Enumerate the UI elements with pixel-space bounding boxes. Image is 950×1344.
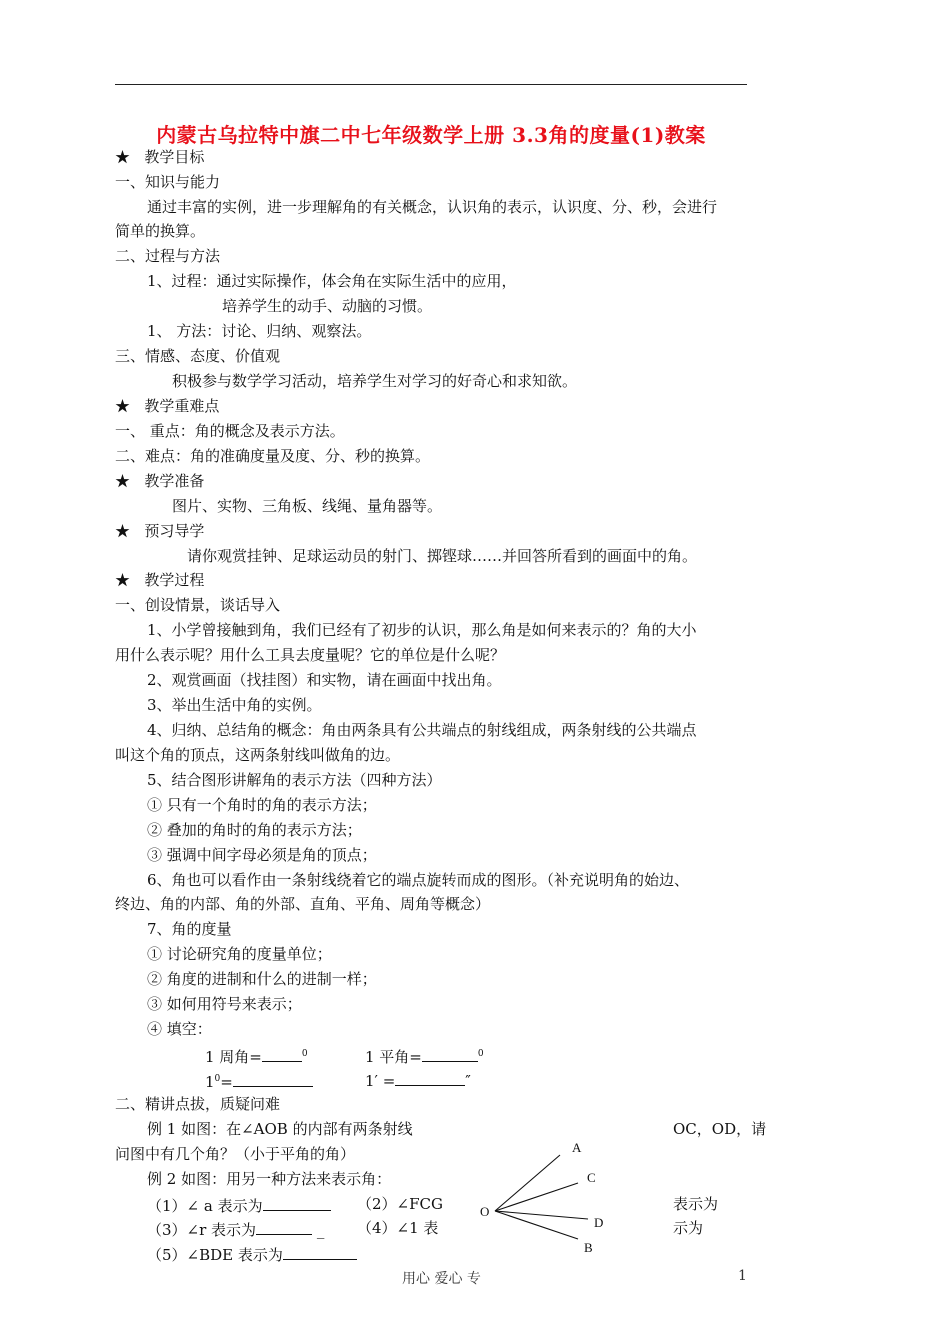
exercise-5: （5）∠BDE 表示为	[147, 1243, 357, 1265]
section-preparation: ★ 教学准备	[115, 472, 205, 490]
list-item: ① 只有一个角时的角的表示方法；	[147, 796, 377, 814]
paragraph: 6、角也可以看作由一条射线绕着它的端点旋转而成的图形。（补充说明角的始边、	[147, 871, 690, 889]
paragraph: 图片、实物、三角板、线绳、量角器等。	[172, 497, 443, 515]
star-icon: ★	[115, 148, 131, 166]
difficult-point: 二、难点：角的准确度量及度、分、秒的换算。	[115, 447, 431, 465]
label-b: B	[584, 1240, 593, 1255]
paragraph: 4、归纳、总结角的概念：角由两条具有公共端点的射线组成，两条射线的公共端点	[147, 721, 697, 739]
list-item: ① 讨论研究角的度量单位；	[147, 945, 332, 963]
paragraph: 终边、角的内部、角的外部、直角、平角、周角等概念）	[115, 895, 491, 913]
label-o: O	[480, 1204, 490, 1219]
blank-line[interactable]	[263, 1194, 331, 1211]
ray-ob	[495, 1211, 578, 1239]
angle-diagram	[470, 1135, 620, 1265]
fill-blank-degree: $1^0=$	[205, 1069, 313, 1092]
heading-explain: 二、精讲点拔，质疑问难	[115, 1095, 281, 1113]
paragraph: 2、观赏画面（找挂图）和实物，请在画面中找出角。	[147, 671, 502, 689]
list-item: ③ 强调中间字母必须是角的顶点；	[147, 846, 377, 864]
exercise-4: （4）∠1 表	[357, 1219, 439, 1237]
section-process: ★ 教学过程	[115, 571, 205, 589]
paragraph: 3、举出生活中角的实例。	[147, 696, 322, 714]
blank-line[interactable]	[233, 1070, 313, 1087]
label-d: D	[594, 1215, 604, 1230]
list-item: ③ 如何用符号来表示；	[147, 995, 302, 1013]
list-item: ④ 填空：	[147, 1020, 212, 1038]
exercise-2-cont: 表示为	[673, 1195, 719, 1213]
label-c: C	[587, 1170, 596, 1185]
paragraph: 5、结合图形讲解角的表示方法（四种方法）	[147, 771, 442, 789]
exercise-2: （2）∠FCG	[357, 1195, 443, 1213]
heading-knowledge: 一、知识与能力	[115, 173, 221, 191]
paragraph: 通过丰富的实例，进一步理解角的有关概念，认识角的表示，认识度、分、秒，会进行	[147, 198, 718, 216]
list-item: ② 叠加的角时的角的表示方法；	[147, 821, 362, 839]
blank-line[interactable]	[422, 1045, 478, 1062]
paragraph: 积极参与数学学习活动，培养学生对学习的好奇心和求知欲。	[172, 372, 578, 390]
label-a: A	[572, 1140, 582, 1155]
paragraph: 简单的换算。	[115, 222, 206, 240]
exercise-1: （1）∠ a 表示为	[147, 1194, 331, 1216]
ray-oc	[495, 1183, 578, 1211]
blank-line[interactable]	[256, 1218, 312, 1235]
paragraph: 1、小学曾接触到角，我们已经有了初步的认识，那么角是如何来表示的？角的大小	[147, 621, 697, 639]
section-key-points: ★ 教学重难点	[115, 397, 220, 415]
star-icon: ★	[115, 522, 131, 540]
document-title: 内蒙古乌拉特中旗二中七年级数学上册 3.3角的度量(1)教案	[156, 123, 706, 147]
exercise-4-cont: 示为	[673, 1219, 704, 1237]
heading-process: 二、过程与方法	[115, 247, 221, 265]
star-icon: ★	[115, 571, 131, 589]
page-number: 1	[738, 1268, 747, 1284]
paragraph: 用什么表示呢？用什么工具去度量呢？它的单位是什么呢？	[115, 646, 506, 664]
ray-od	[495, 1211, 588, 1219]
paragraph: 7、角的度量	[147, 920, 232, 938]
heading-intro: 一、创设情景，谈话导入	[115, 596, 281, 614]
fill-blank-full-angle: 1 周角= $^0$	[205, 1044, 308, 1067]
example-1-cont: OC，OD，请	[673, 1120, 767, 1138]
list-item: ② 角度的进制和什么的进制一样；	[147, 970, 377, 988]
header-rule	[115, 84, 747, 85]
blank-line[interactable]	[283, 1243, 357, 1260]
paragraph: 叫这个角的顶点，这两条射线叫做角的边。	[115, 746, 401, 764]
fill-blank-minute: 1′ = ″	[365, 1069, 471, 1091]
section-objectives: ★ 教学目标	[115, 148, 205, 166]
ray-oa	[495, 1155, 560, 1211]
example-2: 例 2 如图：用另一种方法来表示角：	[147, 1170, 392, 1188]
star-icon: ★	[115, 397, 131, 415]
example-1: 例 1 如图：在∠AOB 的内部有两条射线	[147, 1120, 413, 1138]
section-preview: ★ 预习导学	[115, 522, 205, 540]
key-point: 一、 重点：角的概念及表示方法。	[115, 422, 345, 440]
paragraph: 1、过程：通过实际操作，体会角在实际生活中的应用，	[147, 272, 517, 290]
paragraph: 培养学生的动手、动脑的习惯。	[222, 297, 433, 315]
footer-text: 用心 爱心 专	[402, 1271, 481, 1287]
paragraph: 1、 方法：讨论、归纳、观察法。	[147, 322, 372, 340]
fill-blank-straight-angle: 1 平角= $^0$	[365, 1044, 484, 1067]
heading-attitude: 三、情感、态度、价值观	[115, 347, 281, 365]
star-icon: ★	[115, 472, 131, 490]
exercise-3: （3）∠r 表示为 _	[147, 1218, 324, 1240]
paragraph: 请你观赏挂钟、足球运动员的射门、掷铿球……并回答所看到的画面中的角。	[187, 547, 698, 565]
blank-line[interactable]	[395, 1069, 465, 1086]
blank-line[interactable]	[262, 1045, 302, 1062]
example-1-question: 问图中有几个角？（小于平角的角）	[115, 1145, 356, 1163]
